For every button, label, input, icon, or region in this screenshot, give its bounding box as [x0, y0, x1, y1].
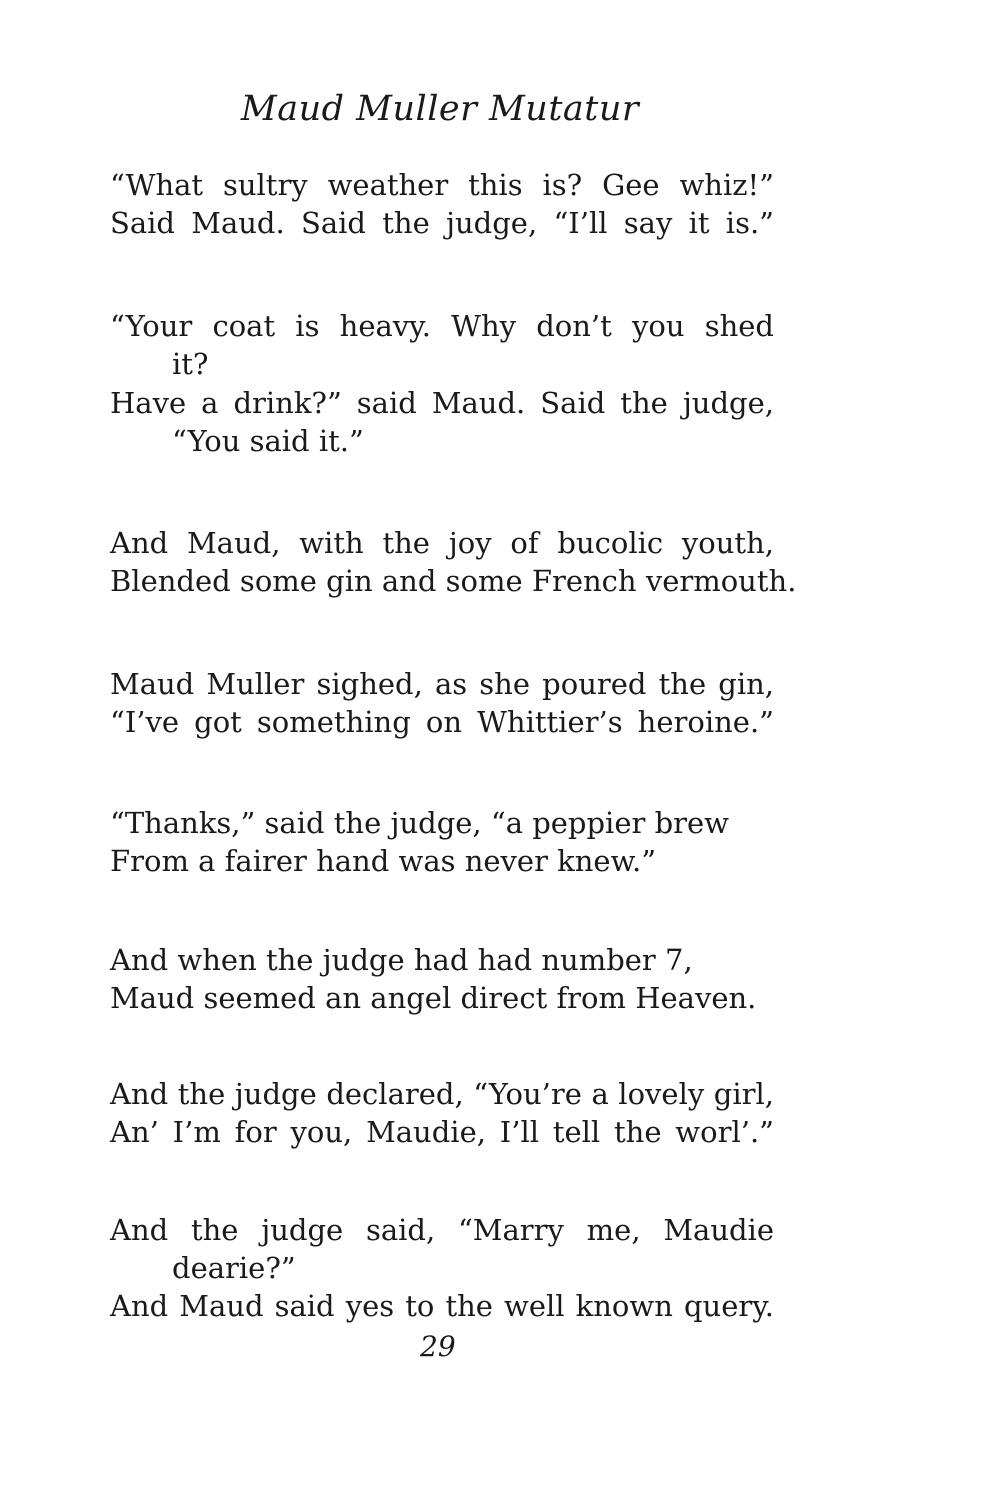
verse-line: Blended some gin and some French vermouth.: [110, 564, 797, 598]
verse-line: “I’ve got something on Whittier’s heroine.”: [110, 705, 774, 739]
verse-line: “Your coat is heavy. Why don’t you shed: [110, 309, 774, 343]
running-head-title: Maud Muller Mutatur: [240, 89, 640, 129]
verse-line: “Thanks,” said the judge, “a peppier brew: [110, 806, 729, 840]
verse-line: Maud Muller sighed, as she poured the gin,: [110, 667, 774, 701]
verse-line: An’ I’m for you, Maudie, I’ll tell the worl’.”: [110, 1115, 774, 1149]
verse-line: And the judge declared, “You’re a lovely girl,: [110, 1077, 774, 1111]
verse-line: From a fairer hand was never knew.”: [110, 844, 657, 878]
verse-line: And Maud, with the joy of bucolic youth,: [110, 526, 774, 560]
verse-line: “What sultry weather this is? Gee whiz!”: [110, 168, 774, 202]
page-number: 29: [420, 1330, 456, 1363]
verse-line: Said Maud. Said the judge, “I’ll say it is.”: [110, 206, 774, 240]
verse-line-continuation: “You said it.”: [172, 424, 364, 458]
verse-line: And the judge said, “Marry me, Maudie: [110, 1213, 774, 1247]
verse-line-continuation: it?: [172, 347, 209, 381]
verse-line: And Maud said yes to the well known query.: [110, 1289, 774, 1323]
verse-line: Have a drink?” said Maud. Said the judge,: [110, 386, 774, 420]
verse-line: And when the judge had had number 7,: [110, 943, 693, 977]
verse-line-continuation: dearie?”: [172, 1251, 296, 1285]
verse-line: Maud seemed an angel direct from Heaven.: [110, 981, 757, 1015]
